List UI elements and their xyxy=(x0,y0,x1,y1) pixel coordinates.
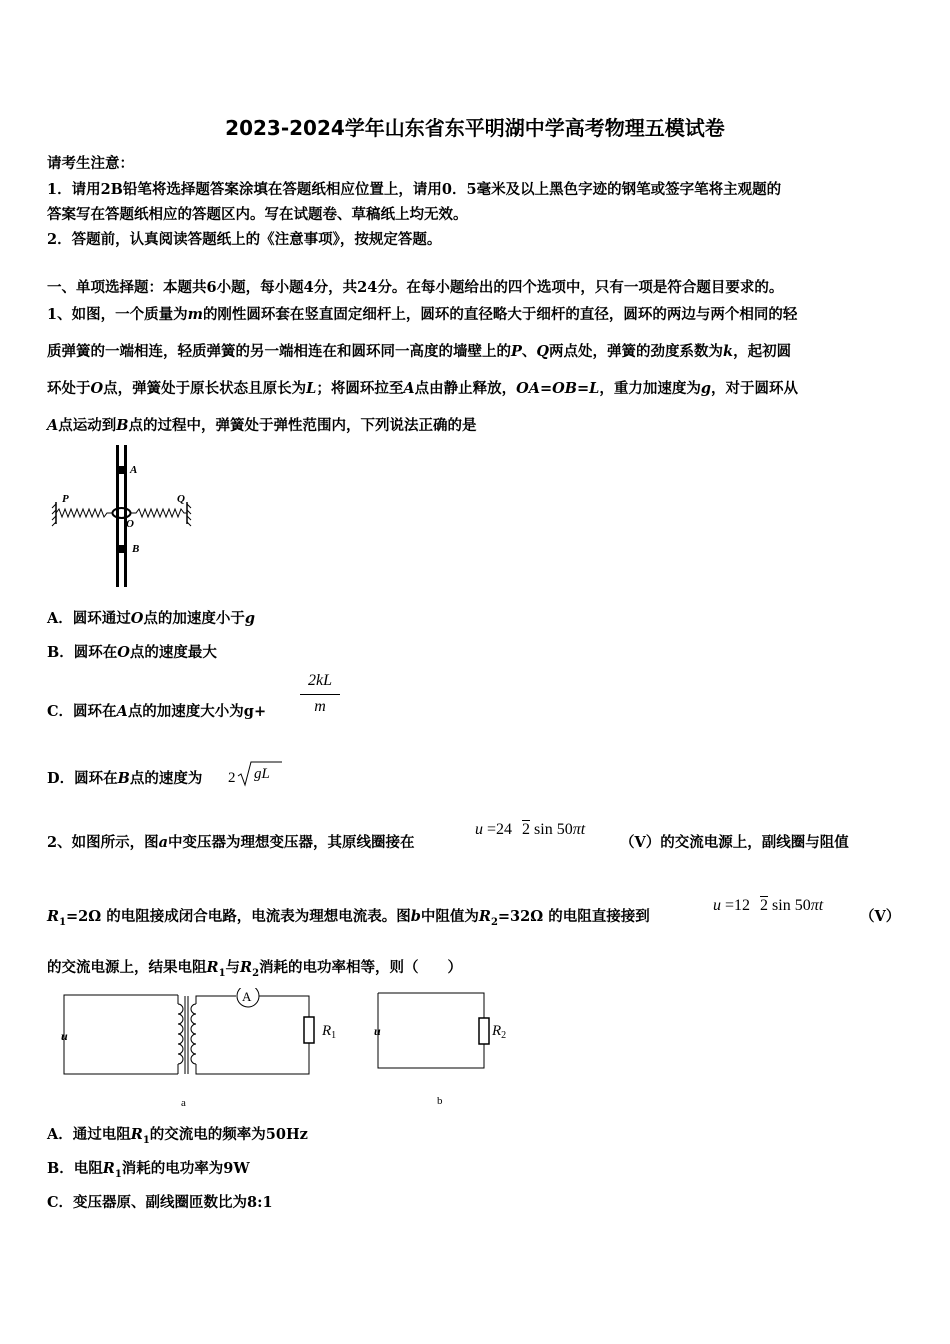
q1-stem-line-2: 质弹簧的一端相连，轻质弹簧的另一端相连在和圆环同一高度的墙壁上的P、Q两点处，弹簧的劲度系数为k，起初圆 xyxy=(47,343,792,360)
q2-stem-line-1: 2、如图所示，图a中变压器为理想变压器，其原线圈接在 xyxy=(47,834,415,851)
label-P: P xyxy=(62,493,69,505)
q2-formula-2: u =12 2 sin 50πt xyxy=(713,897,824,914)
q1-stem-line-1: 1、如图，一个质量为m的刚性圆环套在竖直固定细杆上，圆环的直径略大于细杆的直径，圆环的两边与两个相同的轻 xyxy=(47,306,798,323)
q2-stem-line-2-tail: （V） xyxy=(860,908,901,925)
label-O: O xyxy=(126,518,134,530)
resistor-r2-label: $R_2$ xyxy=(492,1023,507,1041)
notice-item-2: 2．答题前，认真阅读答题纸上的《注意事项》，按规定答题。 xyxy=(47,231,442,248)
q2-formula-1: u =24 2 sin 50πt xyxy=(475,821,586,838)
page-title: 2023-2024学年山东省东平明湖中学高考物理五模试卷 xyxy=(225,116,725,140)
figure-b-caption: b xyxy=(437,1095,443,1107)
q1-stem-line-4: A点运动到B点的过程中，弹簧处于弹性范围内，下列说法正确的是 xyxy=(47,417,477,434)
q2-option-c: C．变压器原、副线圈匝数比为8:1 xyxy=(47,1194,273,1211)
source-u-label-b: u xyxy=(374,1024,381,1038)
q2-stem-line-3: 的交流电源上，结果电阻$R_1$与$R_2$消耗的电功率相等，则（ ） xyxy=(47,959,463,979)
q2-stem-line-1-tail: （V）的交流电源上，副线圈与阻值 xyxy=(620,834,849,851)
q1-option-d: D．圆环在B点的速度为 xyxy=(47,770,203,787)
q2-option-b: B．电阻$R_1$消耗的电功率为9W xyxy=(47,1160,250,1180)
source-u-label-a: u xyxy=(61,1029,68,1043)
sqrt-coefficient: 2 xyxy=(228,770,236,786)
q2-stem-line-2: $R_1=2\Omega$ 的电阻接成闭合电路，电流表为理想电流表。图b中阻值为$R_2=32\Omega$ 的电阻直接接到 xyxy=(47,908,650,928)
notice-heading: 请考生注意： xyxy=(47,155,134,172)
notice-item-1-line-2: 答案写在答题纸相应的答题区内。写在试题卷、草稿纸上均无效。 xyxy=(47,206,468,223)
q2-circuit-figure xyxy=(52,988,532,1110)
q2-option-a: A．通过电阻$R_1$的交流电的频率为50Hz xyxy=(47,1126,308,1146)
figure-a-caption: a xyxy=(181,1097,186,1109)
label-B: B xyxy=(132,543,140,555)
section-1-heading: 一、单项选择题：本题共6小题，每小题4分，共24分。在每小题给出的四个选项中，只有一项是符合题目要求的。 xyxy=(47,279,784,296)
ammeter-label: A xyxy=(242,989,252,1004)
q1-option-a: A．圆环通过O点的加速度小于g xyxy=(47,610,256,627)
q1-option-b: B．圆环在O点的速度最大 xyxy=(47,644,217,661)
notice-item-1-line-1: 1．请用2B铅笔将选择题答案涂填在答题纸相应位置上，请用0．5毫米及以上黑色字迹的钢笔或签字笔将主观题的 xyxy=(47,181,782,198)
sqrt-radicand: gL xyxy=(254,766,270,782)
q1-option-d-sqrt xyxy=(226,758,288,788)
q1-option-c: C．圆环在A点的加速度大小为g+ xyxy=(47,703,267,720)
resistor-r1-label: $R_1$ xyxy=(322,1023,337,1041)
fraction-numerator: 2kL xyxy=(300,672,340,695)
label-Q: Q xyxy=(177,493,185,505)
q1-stem-line-3: 环处于O点，弹簧处于原长状态且原长为L；将圆环拉至A点由静止释放，OA=OB=L，重力加速度为g，对于圆环从 xyxy=(47,380,799,397)
q1-option-c-fraction xyxy=(300,672,340,716)
label-A: A xyxy=(130,464,138,476)
fraction-denominator: m xyxy=(314,698,326,715)
q1-spring-ring-figure xyxy=(50,442,200,590)
